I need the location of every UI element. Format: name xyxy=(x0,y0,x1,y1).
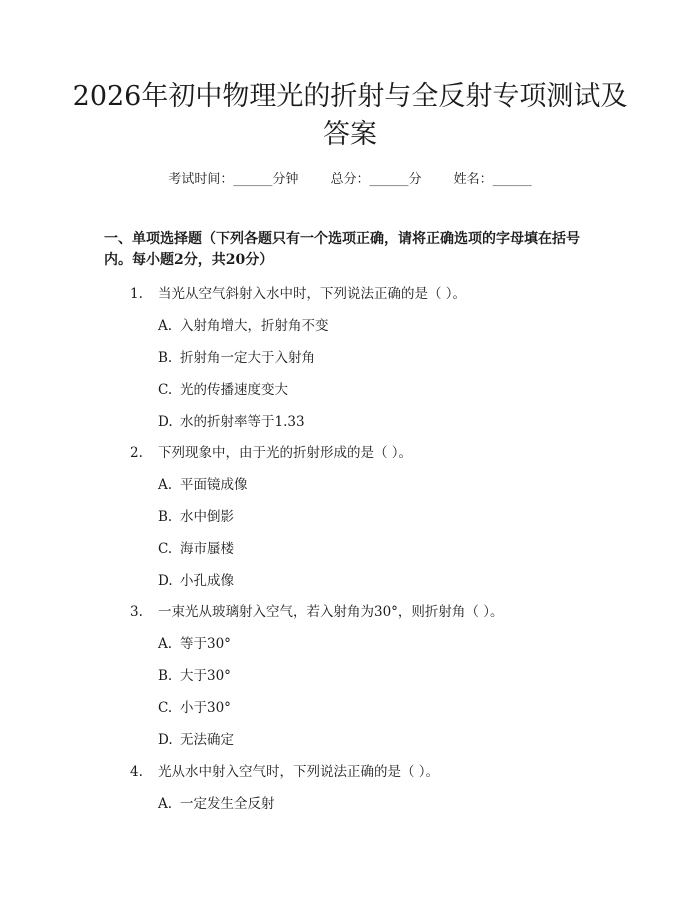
question-1-option-a xyxy=(158,314,329,334)
option-letter: A. xyxy=(158,477,173,493)
question-number: 2. xyxy=(130,445,143,461)
option-text: 入射角增大，折射角不变 xyxy=(180,318,329,334)
option-letter: D. xyxy=(158,732,173,748)
question-number: 1. xyxy=(130,286,143,302)
question-2-option-d xyxy=(158,569,234,589)
question-2-option-b xyxy=(158,505,234,525)
option-letter: B. xyxy=(158,350,173,366)
option-text: 平面镜成像 xyxy=(180,477,248,493)
question-3-option-a xyxy=(158,632,231,652)
total-score-field: 总分：______分 xyxy=(330,172,422,187)
question-1 xyxy=(130,282,466,302)
exam-time-field: 考试时间：______分钟 xyxy=(168,172,299,187)
option-letter: B. xyxy=(158,509,173,525)
option-text: 无法确定 xyxy=(180,732,234,748)
question-text: 光从水中射入空气时，下列说法正确的是（ ）。 xyxy=(158,764,440,780)
question-4-option-a xyxy=(158,792,275,812)
question-2-option-a xyxy=(158,473,248,493)
question-number: 3. xyxy=(130,604,143,620)
option-text: 水中倒影 xyxy=(180,509,234,525)
option-letter: A. xyxy=(158,796,173,812)
question-1-option-d xyxy=(158,410,305,430)
option-letter: A. xyxy=(158,636,173,652)
question-3-option-d xyxy=(158,728,234,748)
question-1-option-b xyxy=(158,346,315,366)
option-text: 一定发生全反射 xyxy=(180,796,275,812)
question-3 xyxy=(130,600,503,620)
question-2 xyxy=(130,441,412,461)
option-text: 大于30° xyxy=(180,668,231,684)
question-3-option-c xyxy=(158,696,231,716)
option-text: 海市蜃楼 xyxy=(180,541,234,557)
question-3-option-b xyxy=(158,664,231,684)
option-text: 小孔成像 xyxy=(180,573,234,589)
section-heading-single-choice: 一、单项选择题（下列各题只有一个选项正确，请将正确选项的字母填在括号内。每小题2分，共20分） xyxy=(104,231,580,268)
option-text: 折射角一定大于入射角 xyxy=(180,350,315,366)
option-letter: C. xyxy=(158,541,173,557)
option-letter: D. xyxy=(158,573,173,589)
exam-meta xyxy=(0,168,700,187)
option-letter: A. xyxy=(158,318,173,334)
question-text: 下列现象中，由于光的折射形成的是（ ）。 xyxy=(158,445,413,461)
option-letter: D. xyxy=(158,414,173,430)
option-text: 水的折射率等于1.33 xyxy=(180,414,305,430)
page-title: 2026年初中物理光的折射与全反射专项测试及答案 xyxy=(72,81,628,150)
question-4 xyxy=(130,760,439,780)
option-text: 光的传播速度变大 xyxy=(180,382,288,398)
question-text: 当光从空气斜射入水中时，下列说法正确的是（ ）。 xyxy=(158,286,467,302)
option-letter: C. xyxy=(158,382,173,398)
option-letter: B. xyxy=(158,668,173,684)
student-name-field: 姓名：______ xyxy=(453,172,532,187)
option-text: 小于30° xyxy=(180,700,231,716)
option-letter: C. xyxy=(158,700,173,716)
question-1-option-c xyxy=(158,378,288,398)
question-text: 一束光从玻璃射入空气，若入射角为30°，则折射角（ ）。 xyxy=(158,604,504,620)
question-number: 4. xyxy=(130,764,143,780)
question-2-option-c xyxy=(158,537,234,557)
option-text: 等于30° xyxy=(180,636,231,652)
